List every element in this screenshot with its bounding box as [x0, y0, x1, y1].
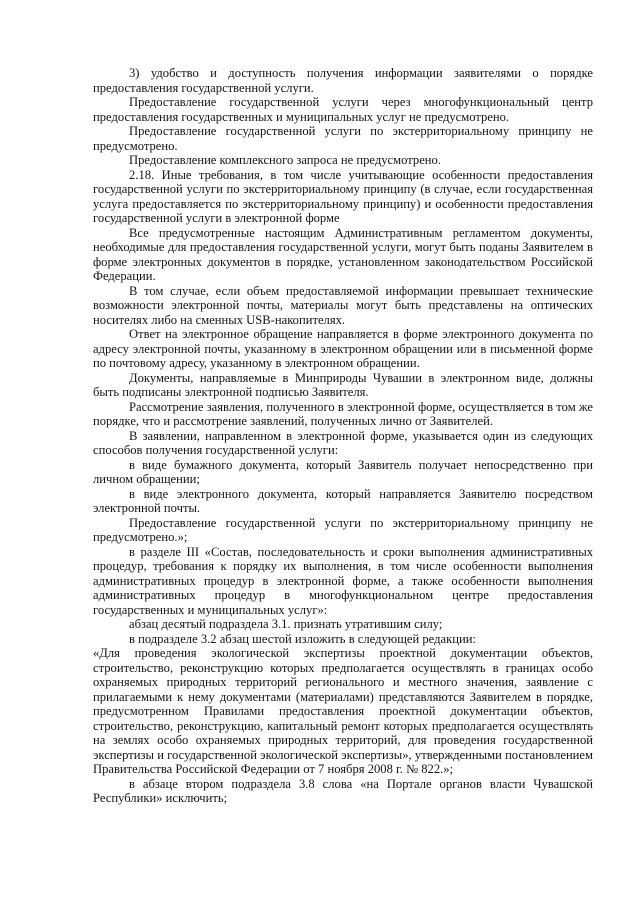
- paragraph: в виде бумажного документа, который Заявитель получает непосредственно при личном обращении;: [93, 457, 593, 486]
- paragraph: в разделе III «Состав, последовательность и сроки выполнения административных процедур, требования к порядку их выполнения, в том числе особенности выполнения административных процедур в электронной форме, а также особенности выполнения административных процедур в многофункциональном центре предоставления государственных и муниципальных услуг»:: [93, 544, 593, 617]
- document-page: [93, 66, 593, 806]
- paragraph: В том случае, если объем предоставляемой информации превышает технические возможности электронной почты, материалы могут быть представлены на оптических носителях либо на сменных USB-накопителях.: [93, 283, 593, 327]
- paragraph: Ответ на электронное обращение направляется в форме электронного документа по адресу электронной почты, указанному в электронном обращении или в письменной форме по почтовому адресу, указанному в электронном обращении.: [93, 327, 593, 370]
- paragraph: В заявлении, направленном в электронной форме, указывается один из следующих способов получения государственной услуги:: [93, 428, 593, 457]
- paragraph: в виде электронного документа, который направляется Заявителю посредством электронной почты.: [93, 486, 593, 515]
- paragraph: Предоставление государственной услуги по экстерриториальному принципу не предусмотрено.»;: [93, 515, 593, 544]
- paragraph: 2.18. Иные требования, в том числе учитывающие особенности предоставления государственной услуги по экстерриториальному принципу (в случае, если государственная услуга предоставляется по экстерриториальному принципу) и особенности предоставления государственной услуги в электронной форме: [93, 167, 593, 225]
- paragraph: Предоставление государственной услуги через многофункциональный центр предоставления государственных и муниципальных услуг не предусмотрено.: [93, 95, 593, 124]
- paragraph: Предоставление комплексного запроса не предусмотрено.: [129, 153, 441, 167]
- paragraph: 3) удобство и доступность получения информации заявителями о порядке предоставления государственной услуги.: [93, 66, 593, 95]
- paragraph: Рассмотрение заявления, полученного в электронной форме, осуществляется в том же порядке, что и рассмотрение заявлений, полученных лично от Заявителей.: [93, 399, 593, 428]
- quoted-paragraph: «Для проведения экологической экспертизы проектной документации объектов, строительство, реконструкцию которых предполагается осуществлять в границах особо охраняемых природных территорий регионального и местного значения, заявление с прилагаемыми к нему документами (материалами) представляются Заявителем в порядке, предусмотренном Правилами предоставления проектной документации объектов, строительство, реконструкцию, капитальный ремонт которых предполагается осуществлять на землях особо охраняемых природных территорий, для проведения государственной экспертизы и государственной экологической экспертизы», утвержденными постановлением Правительства Российской Федерации от 7 ноября 2008 г. № 822.»;: [93, 646, 593, 776]
- paragraph: Документы, направляемые в Минприроды Чувашии в электронном виде, должны быть подписаны электронной подписью Заявителя.: [93, 370, 593, 399]
- paragraph: в абзаце втором подраздела 3.8 слова «на Портале органов власти Чувашской Республики» исключить;: [93, 776, 593, 805]
- paragraph: в подразделе 3.2 абзац шестой изложить в следующей редакции:: [129, 631, 476, 646]
- paragraph: абзац десятый подраздела 3.1. признать утратившим силу;: [129, 617, 443, 631]
- paragraph: Все предусмотренные настоящим Административным регламентом документы, необходимые для предоставления государственной услуги, могут быть поданы Заявителем в форме электронных документов в порядке, установленном законодательством Российской Федерации.: [93, 225, 593, 283]
- paragraph: Предоставление государственной услуги по экстерриториальному принципу не предусмотрено.: [93, 124, 593, 153]
